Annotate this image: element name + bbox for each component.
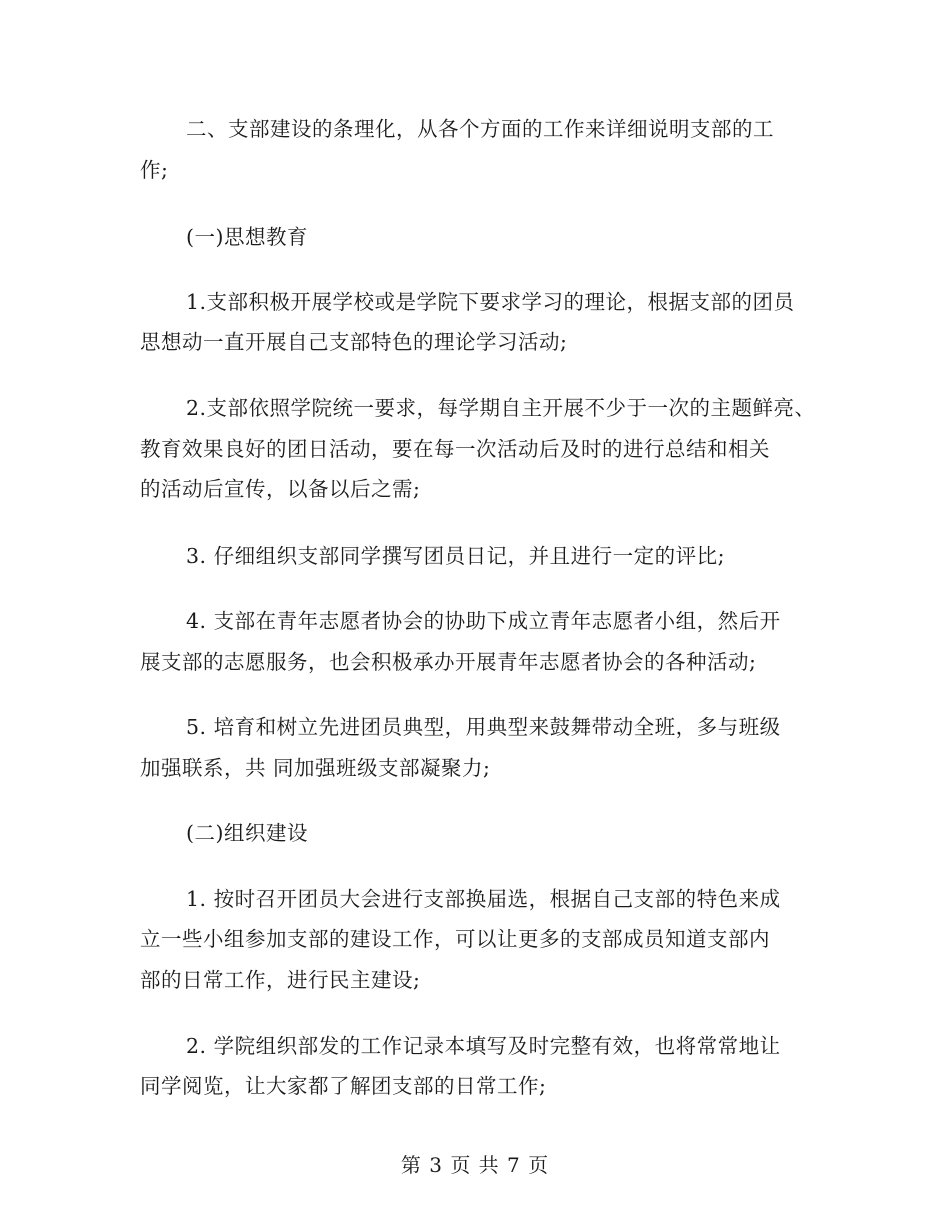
text-line: 1. 按时召开团员大会进行支部换届选，根据自己支部的特色来成: [186, 887, 781, 911]
text-line: 2.支部依照学院统一要求，每学期自主开展不少于一次的主题鲜亮、: [186, 396, 816, 420]
text-line: 2. 学院组织部发的工作记录本填写及时完整有效，也将常常地让: [186, 1034, 781, 1058]
text-line: 作;: [140, 158, 169, 182]
text-line: 立一些小组参加支部的建设工作，可以让更多的支部成员知道支部内: [140, 927, 770, 951]
text-line: 1.支部积极开展学校或是学院下要求学习的理论，根据支部的团员: [186, 290, 795, 314]
text-line: 展支部的志愿服务，也会积极承办开展青年志愿者协会的各种活动;: [140, 650, 757, 674]
text-line: 的活动后宣传，以备以后之需;: [140, 477, 421, 501]
section-heading: (一)思想教育: [186, 225, 308, 249]
text-line: 部的日常工作，进行民主建设;: [140, 968, 421, 992]
text-line: 加强联系，共 同加强班级支部凝聚力;: [140, 756, 491, 780]
text-line: 同学阅览，让大家都了解团支部的日常工作;: [140, 1074, 547, 1098]
section-heading: (二)组织建设: [186, 821, 308, 845]
text-line: 二、支部建设的条理化，从各个方面的工作来详细说明支部的工: [186, 117, 774, 141]
text-line: 4. 支部在青年志愿者协会的协助下成立青年志愿者小组，然后开: [186, 609, 781, 633]
text-line: 5. 培育和树立先进团员典型，用典型来鼓舞带动全班，多与班级: [186, 715, 781, 739]
text-line: 教育效果良好的团日活动，要在每一次活动后及时的进行总结和相关: [140, 437, 770, 461]
page-number: 第 3 页 共 7 页: [400, 1153, 550, 1177]
text-line: 思想动一直开展自己支部特色的理论学习活动;: [140, 330, 568, 354]
text-line: 3. 仔细组织支部同学撰写团员日记，并且进行一定的评比;: [186, 544, 725, 568]
